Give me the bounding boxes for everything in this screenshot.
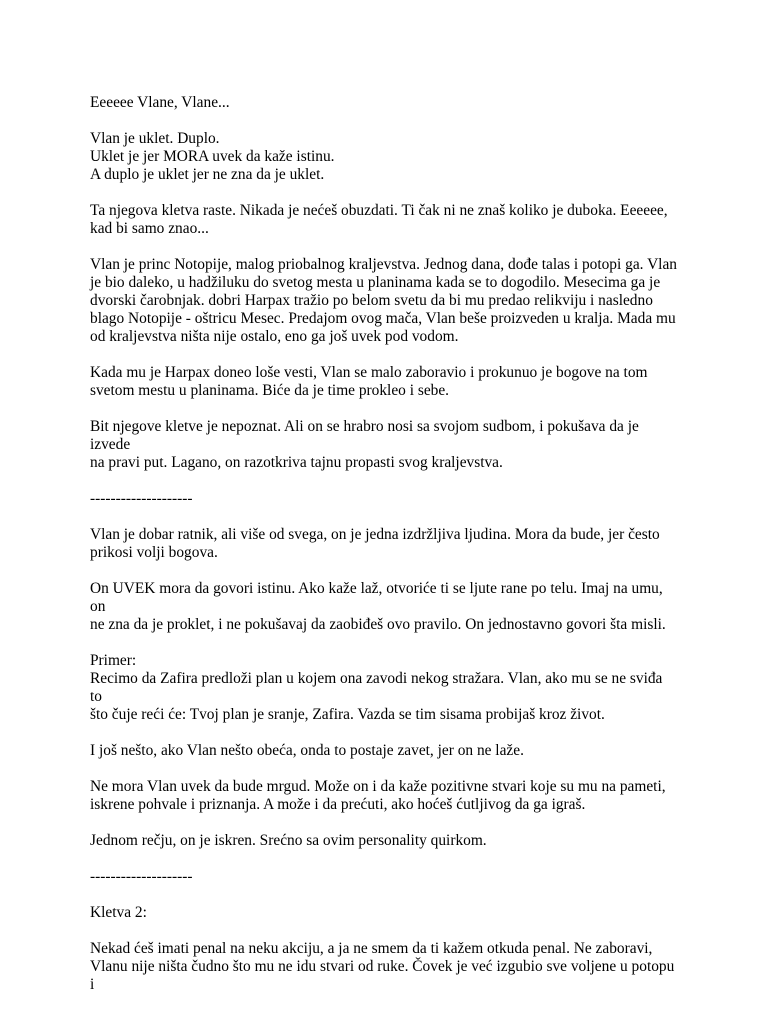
- paragraph-positive: Ne mora Vlan uvek da bude mrgud. Može on i da kaže pozitivne stvari koje su mu na pameti, iskrene pohvale i priznanja. A može i da prećuti, ako hoćeš ćutljivog da ga igraš.: [90, 778, 666, 813]
- paragraph-example: Primer: Recimo da Zafira predloži plan u kojem ona zavodi nekog stražara. Vlan, ako mu se ne sviđa to što čuje reći će: Tvoj plan je sranje, Zafira. Vazda se tim sisama probijaš kroz život.: [90, 652, 663, 723]
- paragraph-curse-intro: Vlan je uklet. Duplo. Uklet je jer MORA uvek da kaže istinu. A duplo je uklet jer ne zna da je uklet.: [90, 130, 335, 183]
- paragraph-promise: I još nešto, ako Vlan nešto obeća, onda to postaje zavet, jer on ne laže.: [90, 742, 524, 759]
- section-heading-curse-2: Kletva 2:: [90, 904, 147, 921]
- section-divider: --------------------: [90, 868, 193, 885]
- paragraph-curse-grows: Ta njegova kletva raste. Nikada je nećeš obuzdati. Ti čak ni ne znaš koliko je duboka. Eeeeee, kad bi samo znao...: [90, 202, 668, 237]
- paragraph-truth-rule: On UVEK mora da govori istinu. Ako kaže laž, otvoriće ti se ljute rane po telu. Imaj na umu, on ne zna da je proklet, i ne pokušavaj da zaobiđeš ovo pravilo. On jednostavno govori šta misli.: [90, 580, 666, 633]
- paragraph-warrior: Vlan je dobar ratnik, ali više od svega, on je jedna izdržljiva ljudina. Mora da bude, jer često prikosi volji bogova.: [90, 526, 660, 561]
- paragraph-curse-unknown: Bit njegove kletve je nepoznat. Ali on se hrabro nosi sa svojom sudbom, i pokušava da je izvede na pravi put. Lagano, on razotkriva tajnu propasti svog kraljevstva.: [90, 418, 639, 471]
- paragraph-summary: Jednom rečju, on je iskren. Srećno sa ovim personality quirkom.: [90, 832, 487, 849]
- heading-line: Eeeeee Vlane, Vlane...: [90, 94, 230, 111]
- paragraph-backstory: Vlan je princ Notopije, malog priobalnog kraljevstva. Jednog dana, dođe talas i potopi ga. Vlan je bio daleko, u hadžiluku do svetog mesta u planinama kada se to dogodilo. Mesecima ga je dvorski čarobnjak. dobri Harpax tražio po belom svetu da bi mu predao relikviju i nasledno blago Notopije - oštricu Mesec. Predajom ovog mača, Vlan beše proizveden u kralja. Mada mu od kraljevstva ništa nije ostalo, eno ga još uvek pod vodom.: [90, 256, 677, 345]
- section-divider: --------------------: [90, 490, 193, 507]
- paragraph-harpax-news: Kada mu je Harpax doneo loše vesti, Vlan se malo zaboravio i prokunuo je bogove na tom svetom mestu u planinama. Biće da je time prokleo i sebe.: [90, 364, 648, 399]
- paragraph-penalty: Nekad ćeš imati penal na neku akciju, a ja ne smem da ti kažem otkuda penal. Ne zaboravi, Vlanu nije ništa čudno što mu ne idu stvari od ruke. Čovek je već izgubio sve voljene u potopu i: [90, 940, 675, 993]
